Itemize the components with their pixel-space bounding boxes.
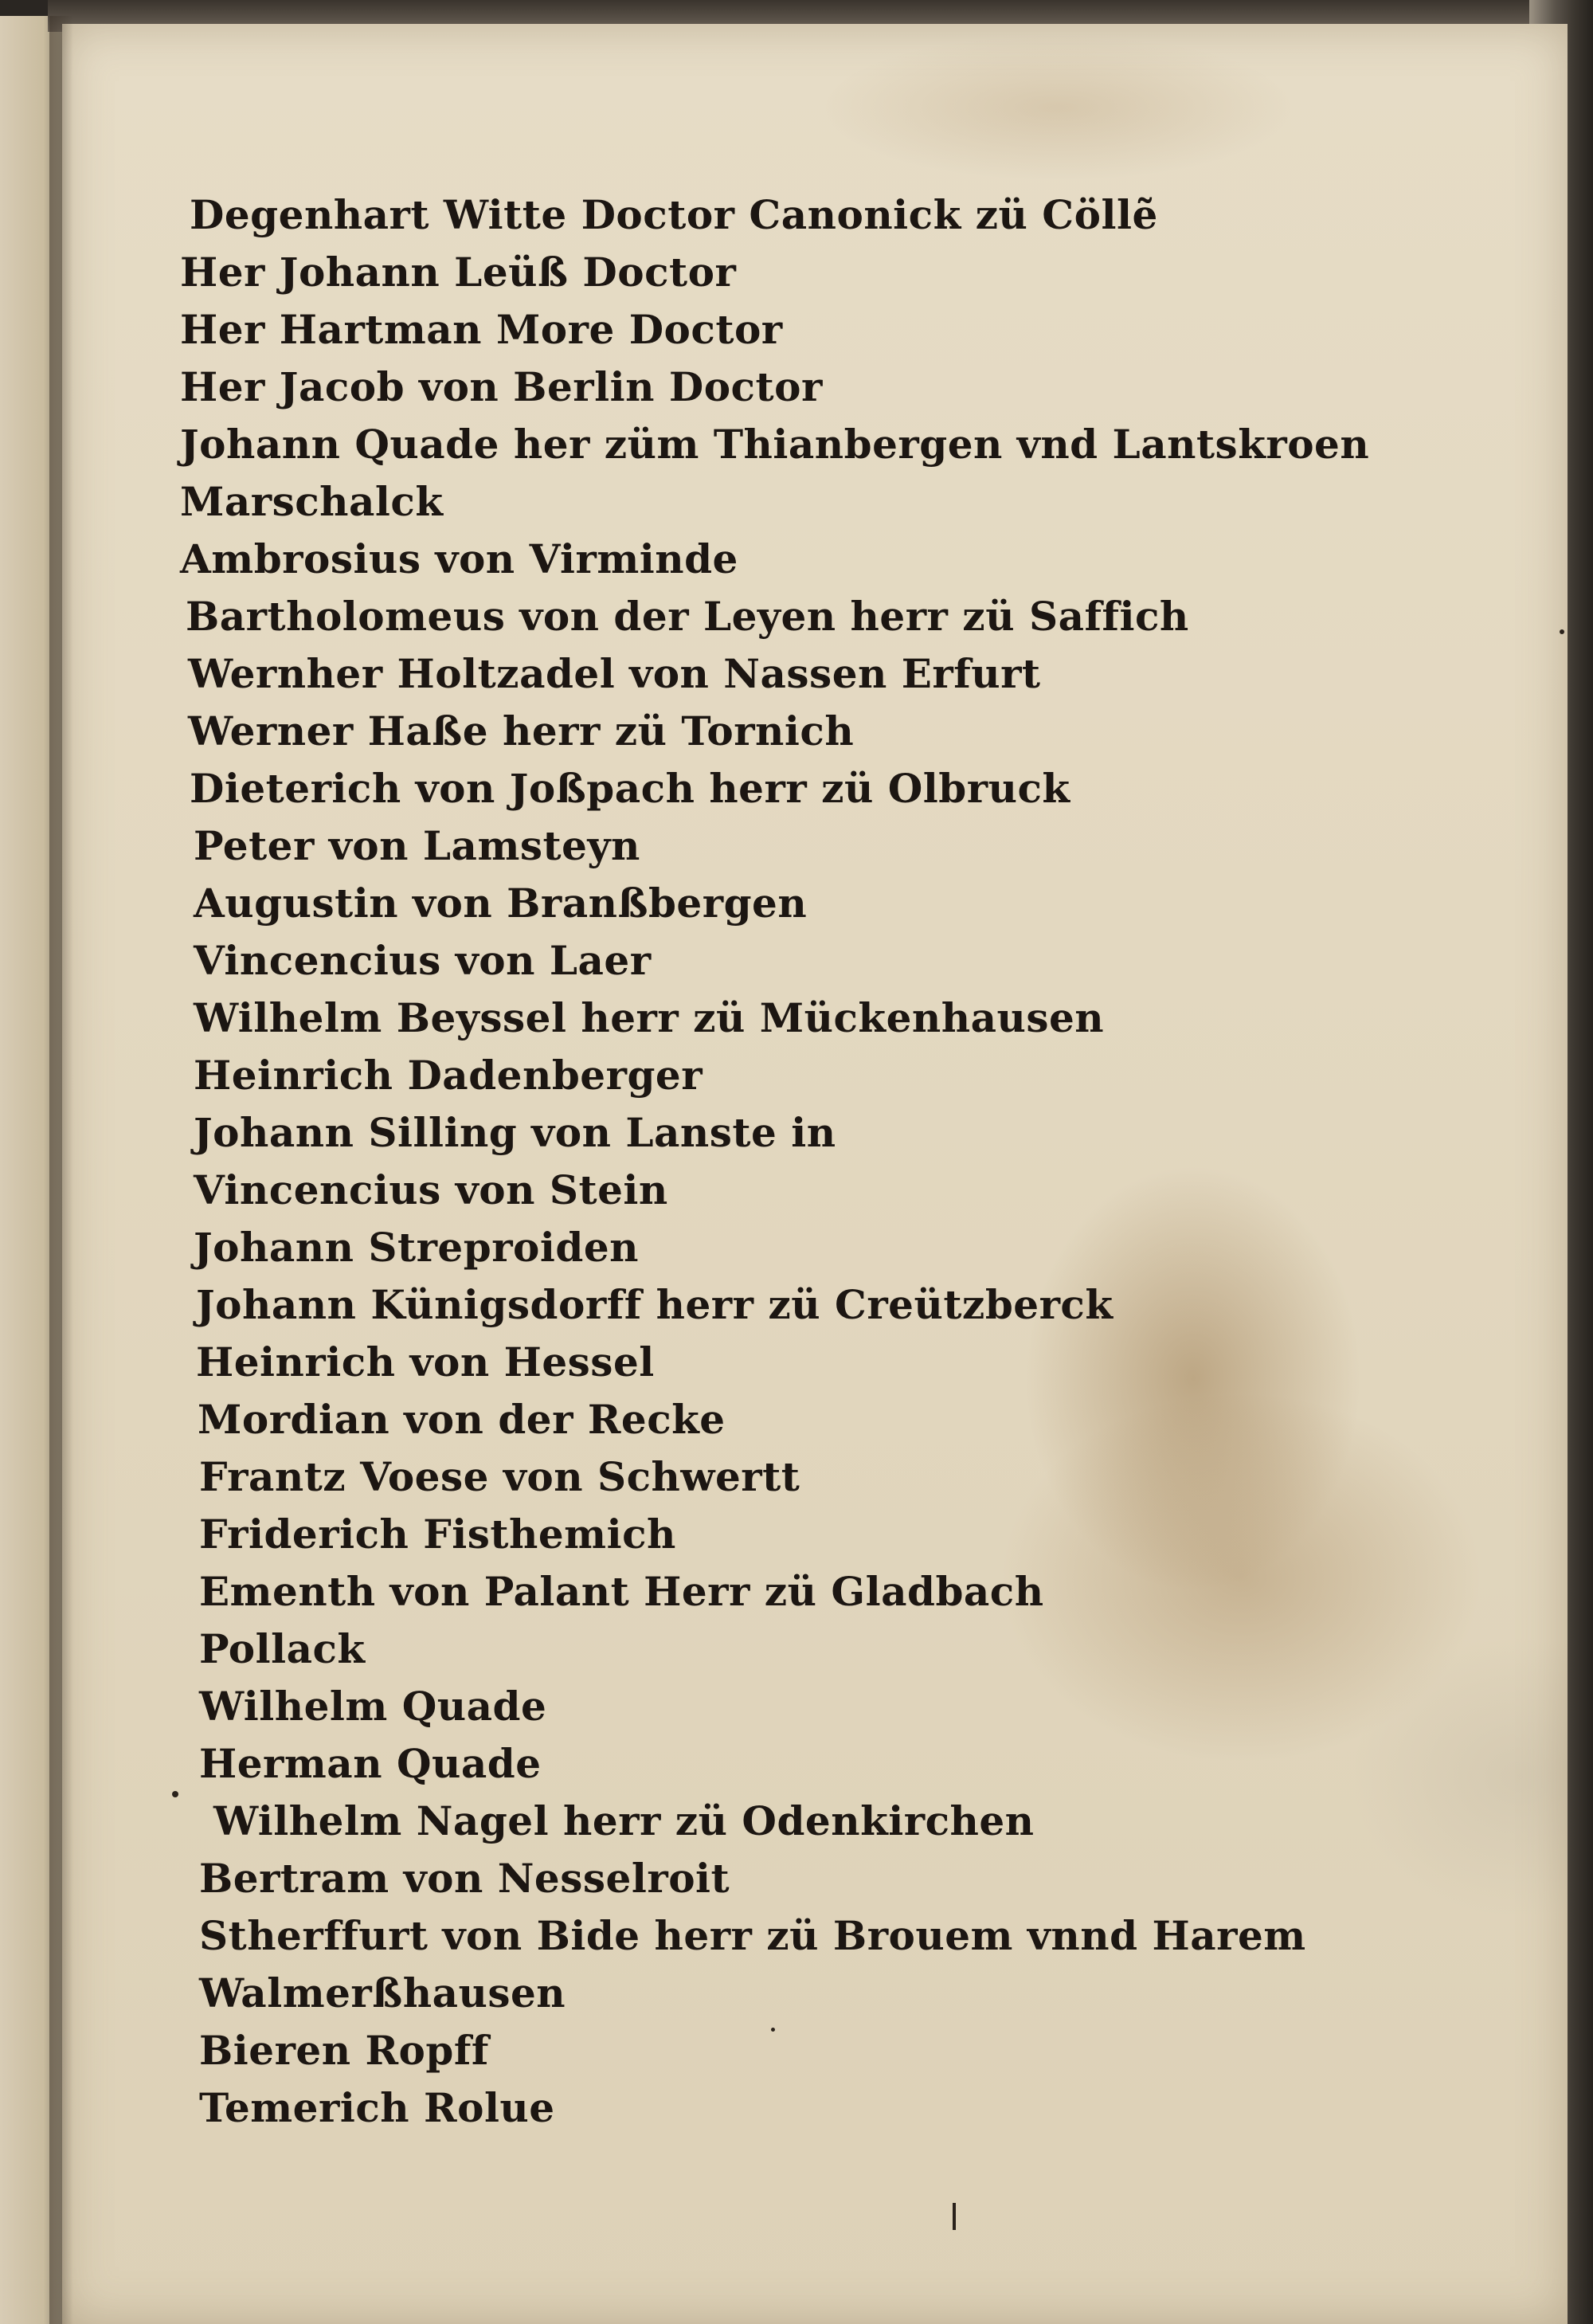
list-item: Temerich Rolue xyxy=(199,2084,555,2131)
list-item: Vincencius von Laer xyxy=(194,937,652,984)
list-item: Johann Streproiden xyxy=(194,1224,639,1271)
list-item: Bieren Ropff xyxy=(199,2027,489,2074)
list-item: Her Hartman More Doctor xyxy=(180,306,783,353)
list-item: Herman Quade xyxy=(199,1740,542,1787)
list-item: Werner Haße herr zü Tornich xyxy=(188,707,855,754)
list-item: Heinrich von Hessel xyxy=(196,1338,655,1385)
list-item: Her Jacob von Berlin Doctor xyxy=(180,363,823,410)
list-item: Bartholomeus von der Leyen herr zü Saffich xyxy=(186,593,1189,640)
list-item: Her Johann Leüß Doctor xyxy=(180,249,737,296)
list-item: Friderich Fisthemich xyxy=(199,1511,676,1558)
list-item: Mordian von der Recke xyxy=(198,1396,726,1443)
document-page xyxy=(62,24,1568,2324)
list-item: Pollack xyxy=(199,1625,366,1672)
list-item: Peter von Lamsteyn xyxy=(194,822,640,869)
ink-dot xyxy=(771,2028,775,2032)
list-item: Marschalck xyxy=(180,478,444,525)
list-item: Ambrosius von Virminde xyxy=(180,535,738,582)
list-item: Johann Künigsdorff herr zü Creützberck xyxy=(196,1281,1114,1328)
list-item: Ementh von Palant Herr zü Gladbach xyxy=(199,1568,1044,1615)
name-list xyxy=(62,24,1568,2324)
list-item: Heinrich Dadenberger xyxy=(194,1052,703,1099)
list-item: Dieterich von Joßpach herr zü Olbruck xyxy=(190,765,1070,812)
list-item: Frantz Voese von Schwertt xyxy=(199,1453,800,1500)
list-item: Walmerßhausen xyxy=(199,1969,566,2016)
list-item: Wilhelm Quade xyxy=(199,1683,547,1730)
list-item: Wilhelm Nagel herr zü Odenkirchen xyxy=(213,1797,1035,1844)
list-item: Stherffurt von Bide herr zü Brouem vnnd Harem xyxy=(199,1912,1306,1959)
signature-mark xyxy=(953,2203,956,2230)
list-item: Wernher Holtzadel von Nassen Erfurt xyxy=(188,650,1041,697)
ink-dot xyxy=(172,1791,178,1797)
spine-shadow xyxy=(49,16,73,2324)
list-item: Bertram von Nesselroit xyxy=(199,1855,730,1902)
list-item: Augustin von Branßbergen xyxy=(194,880,808,927)
list-item: Degenhart Witte Doctor Canonick zü Cöllẽ xyxy=(190,191,1158,238)
ink-dot xyxy=(1560,629,1564,634)
list-item: Johann Quade her züm Thianbergen vnd Lantskroen xyxy=(180,421,1370,468)
list-item: Johann Silling von Lanste in xyxy=(194,1109,836,1156)
list-item: Vincencius von Stein xyxy=(194,1166,668,1213)
list-item: Wilhelm Beyssel herr zü Mückenhausen xyxy=(194,994,1105,1041)
